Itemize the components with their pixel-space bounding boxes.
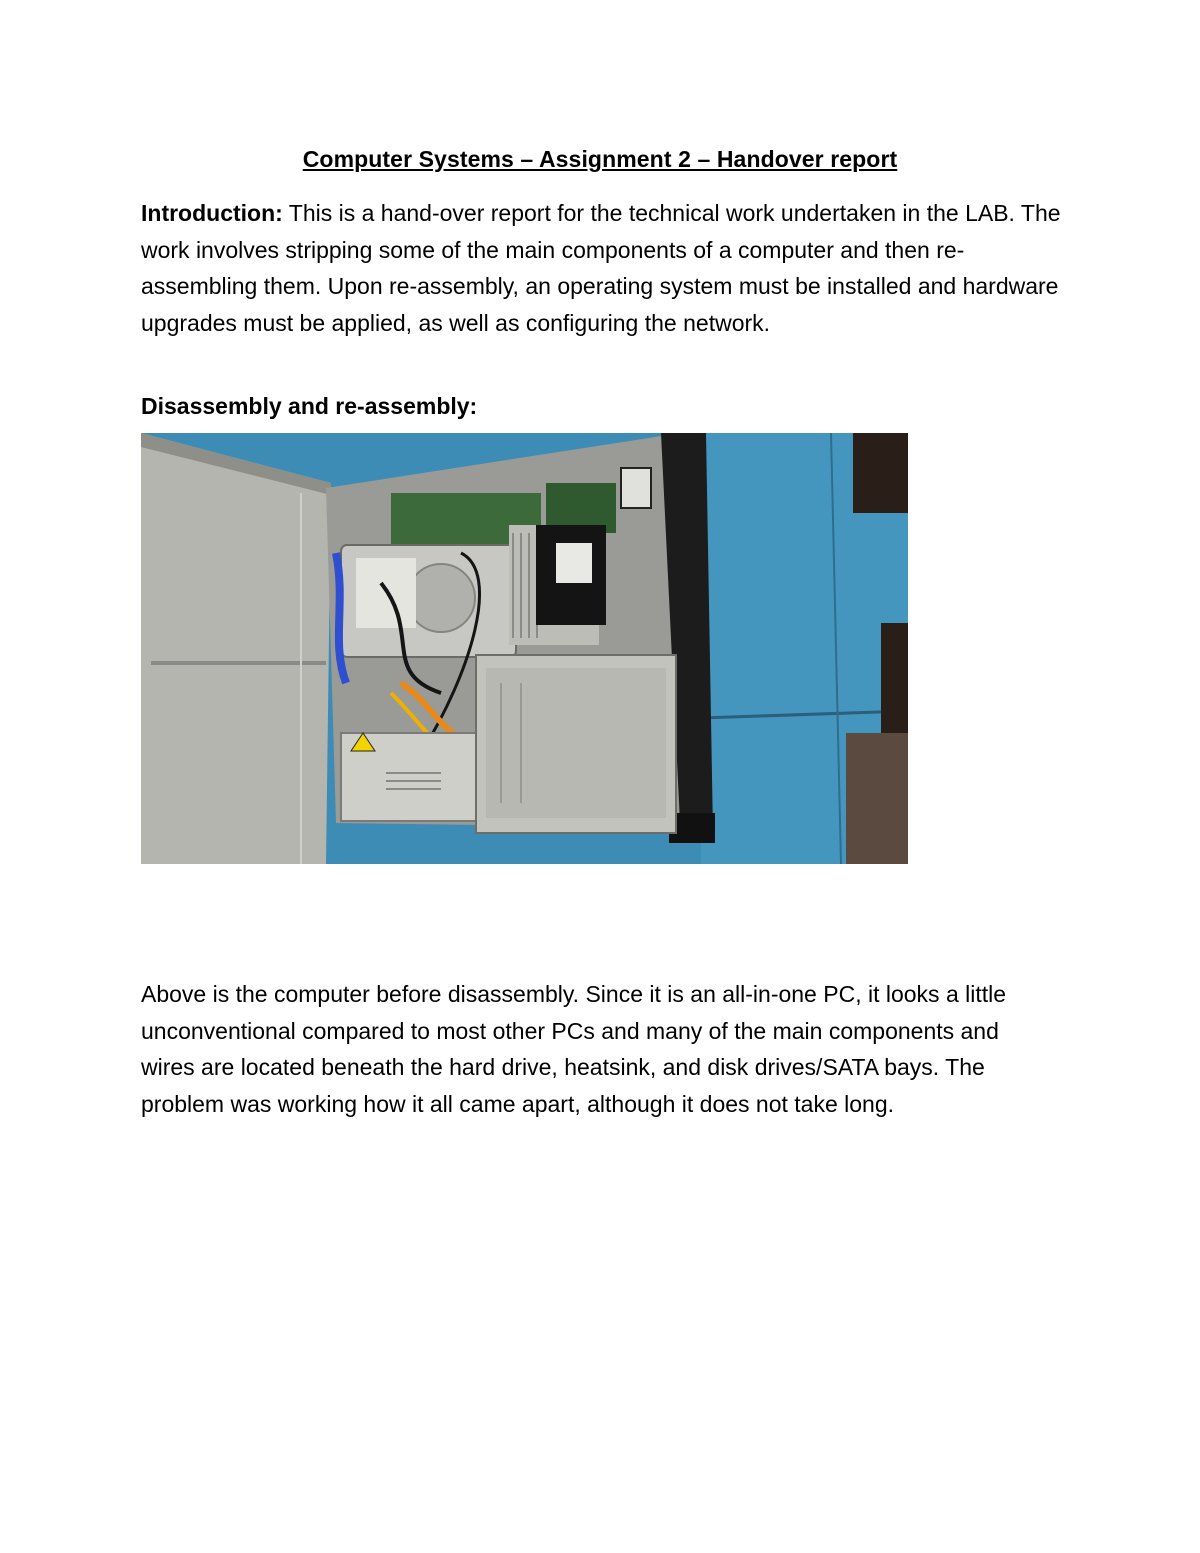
computer-interior-photo (141, 433, 908, 864)
introduction-label: Introduction: (141, 200, 283, 226)
section-heading-disassembly: Disassembly and re-assembly: (141, 393, 478, 419)
introduction-text: This is a hand-over report for the technical work undertaken in the LAB. The work involves stripping some of the main components of a computer and then re-assembling them. Upon re-assembly, an operating system must be installed and hardware upgrades must be applied, as well as configuring the network. (141, 200, 1061, 336)
description-paragraph: Above is the computer before disassembly. Since it is an all-in-one PC, it looks a little unconventional compared to most other PCs and many of the main components and wires are located beneath the hard drive, heatsink, and disk drives/SATA bays. The problem was working how it all came apart, although it does not take long. (141, 981, 1007, 1117)
page-title: Computer Systems – Assignment 2 – Handover report (302, 146, 898, 172)
introduction-paragraph (141, 195, 1071, 341)
computer-interior-illustration (141, 433, 908, 864)
